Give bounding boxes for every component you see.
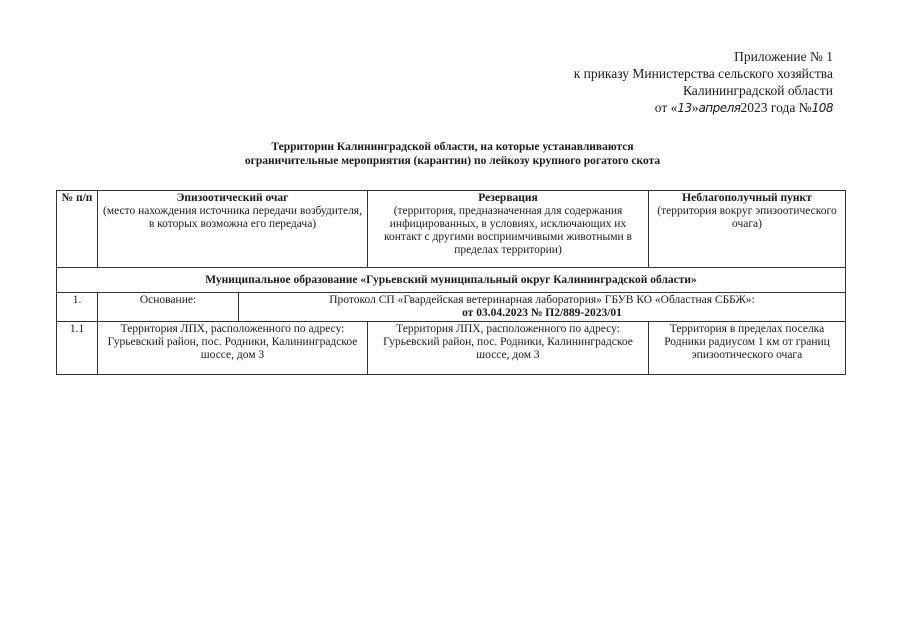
date-prefix: от « [654,100,678,115]
title-line-2: ограничительные мероприятия (карантин) по лейкозу крупного рогатого скота [244,155,661,167]
municipality-row [57,268,846,293]
row-reservation: Территория ЛПХ, расположенного по адресу: Гурьевский район, пос. Родники, Калининградское шоссе, дом 3 [368,322,649,375]
appendix-order-ref: к приказу Министерства сельского хозяйства [573,66,833,81]
basis-reference: от 03.04.2023 № П2/889-2023/01 [462,307,622,319]
municipality-cell: Муниципальное образование «Гурьевский муниципальный округ Калининградской области» [57,268,846,293]
handwritten-month: апреля [698,101,741,115]
quarantine-table [56,190,846,375]
basis-row [57,293,846,322]
header-focus: Эпизоотический очаг (место нахождения источника передачи возбудителя, в которых возможна его передача) [98,191,368,268]
handwritten-day: 13 [677,101,692,115]
date-suffix: 2023 года № [740,100,812,115]
row-area: Территория в пределах поселка Родники радиусом 1 км от границ эпизоотического очага [649,322,846,375]
row-num: 1.1 [57,322,98,375]
handwritten-number: 108 [811,101,833,115]
appendix-block [574,48,833,117]
title-line-1: Территории Калининградской области, на которые устанавливаются [271,141,634,153]
basis-text-cell [239,293,846,322]
basis-label: Основание: [98,293,239,322]
date-mid: » [691,100,699,115]
header-reservation: Резервация (территория, предназначенная для содержания инфицированных, в условиях, исключающих их контакт с другими восприимчивыми животными в пределах территории) [368,191,649,268]
header-area: Неблагополучный пункт (территория вокруг эпизоотического очага) [649,191,846,268]
table-row [57,322,846,375]
basis-num: 1. [57,293,98,322]
appendix-title: Приложение № 1 [734,49,833,64]
appendix-date-line [574,99,833,117]
basis-protocol: Протокол СП «Гвардейская ветеринарная лаборатория» ГБУВ КО «Областная СББЖ»: [329,294,755,306]
table-header-row [57,191,846,268]
document-title [0,140,905,168]
header-num: № п/п [57,191,98,268]
row-focus: Территория ЛПХ, расположенного по адресу: Гурьевский район, пос. Родники, Калининградское шоссе, дом 3 [98,322,368,375]
appendix-region: Калининградской области [682,83,833,98]
